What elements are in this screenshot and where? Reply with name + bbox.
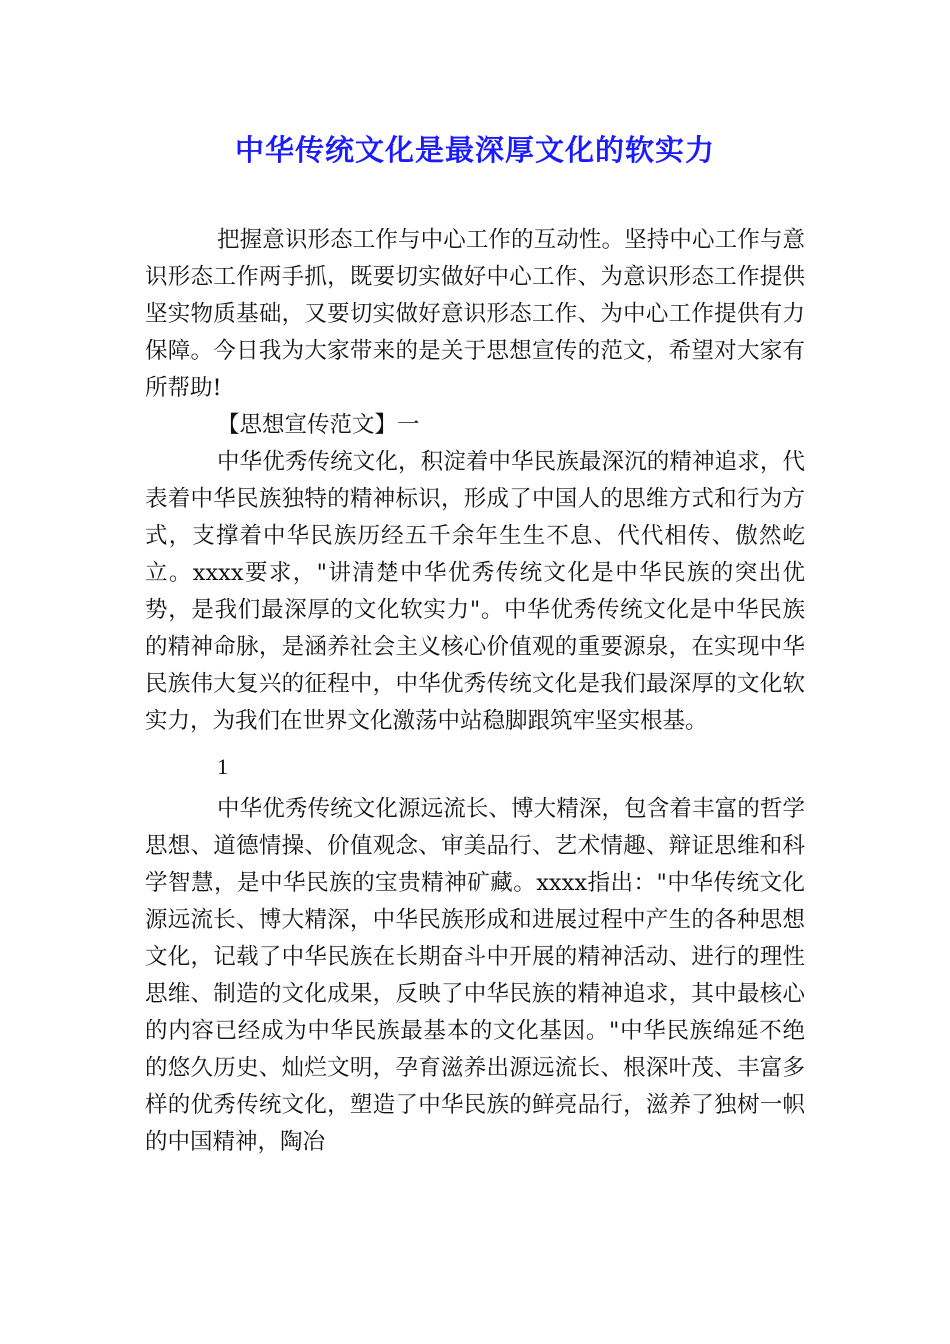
body-paragraph-2: 中华优秀传统文化源远流长、博大精深，包含着丰富的哲学思想、道德情操、价值观念、审美品行、艺术情趣、辩证思维和科学智慧，是中华民族的宝贵精神矿藏。xxxx指出："中华传统文化源远流长、博大精深，中华民族形成和进展过程中产生的各种思想文化，记载了中华民族在长期奋斗中开展的精神活动、进行的理性思维、制造的文化成果，反映了中华民族的精神追求，其中最核心的内容已经成为中华民族最基本的文化基因。"中华民族绵延不绝的悠久历史、灿烂文明，孕育滋养出源远流长、根深叶茂、丰富多样的优秀传统文化，塑造了中华民族的鲜亮品行，滋养了独树一帜的中国精神，陶冶 [145, 796, 805, 1155]
page-number: 1 [217, 754, 229, 779]
document-title: 中华传统文化是最深厚文化的软实力 [234, 133, 715, 167]
section-heading: 【思想宣传范文】一 [217, 412, 420, 438]
document-body [145, 222, 805, 1161]
intro-paragraph: 把握意识形态工作与中心工作的互动性。坚持中心工作与意识形态工作两手抓，既要切实做好中心工作、为意识形态工作提供坚实物质基础，又要切实做好意识形态工作、为中心工作提供有力保障。今日我为大家带来的是关于思想宣传的范文，希望对大家有所帮助! [145, 227, 805, 401]
body-paragraph-1: 中华优秀传统文化，积淀着中华民族最深沉的精神追求，代表着中华民族独特的精神标识，形成了中国人的思维方式和行为方式，支撑着中华民族历经五千余年生生不息、代代相传、傲然屹立。xxxx要求，"讲清楚中华优秀传统文化是中华民族的突出优势，是我们最深厚的文化软实力"。中华优秀传统文化是中华民族的精神命脉，是涵养社会主义核心价值观的重要源泉，在实现中华民族伟大复兴的征程中，中华优秀传统文化是我们最深厚的文化软实力，为我们在世界文化激荡中站稳脚跟筑牢坚实根基。 [145, 449, 805, 734]
